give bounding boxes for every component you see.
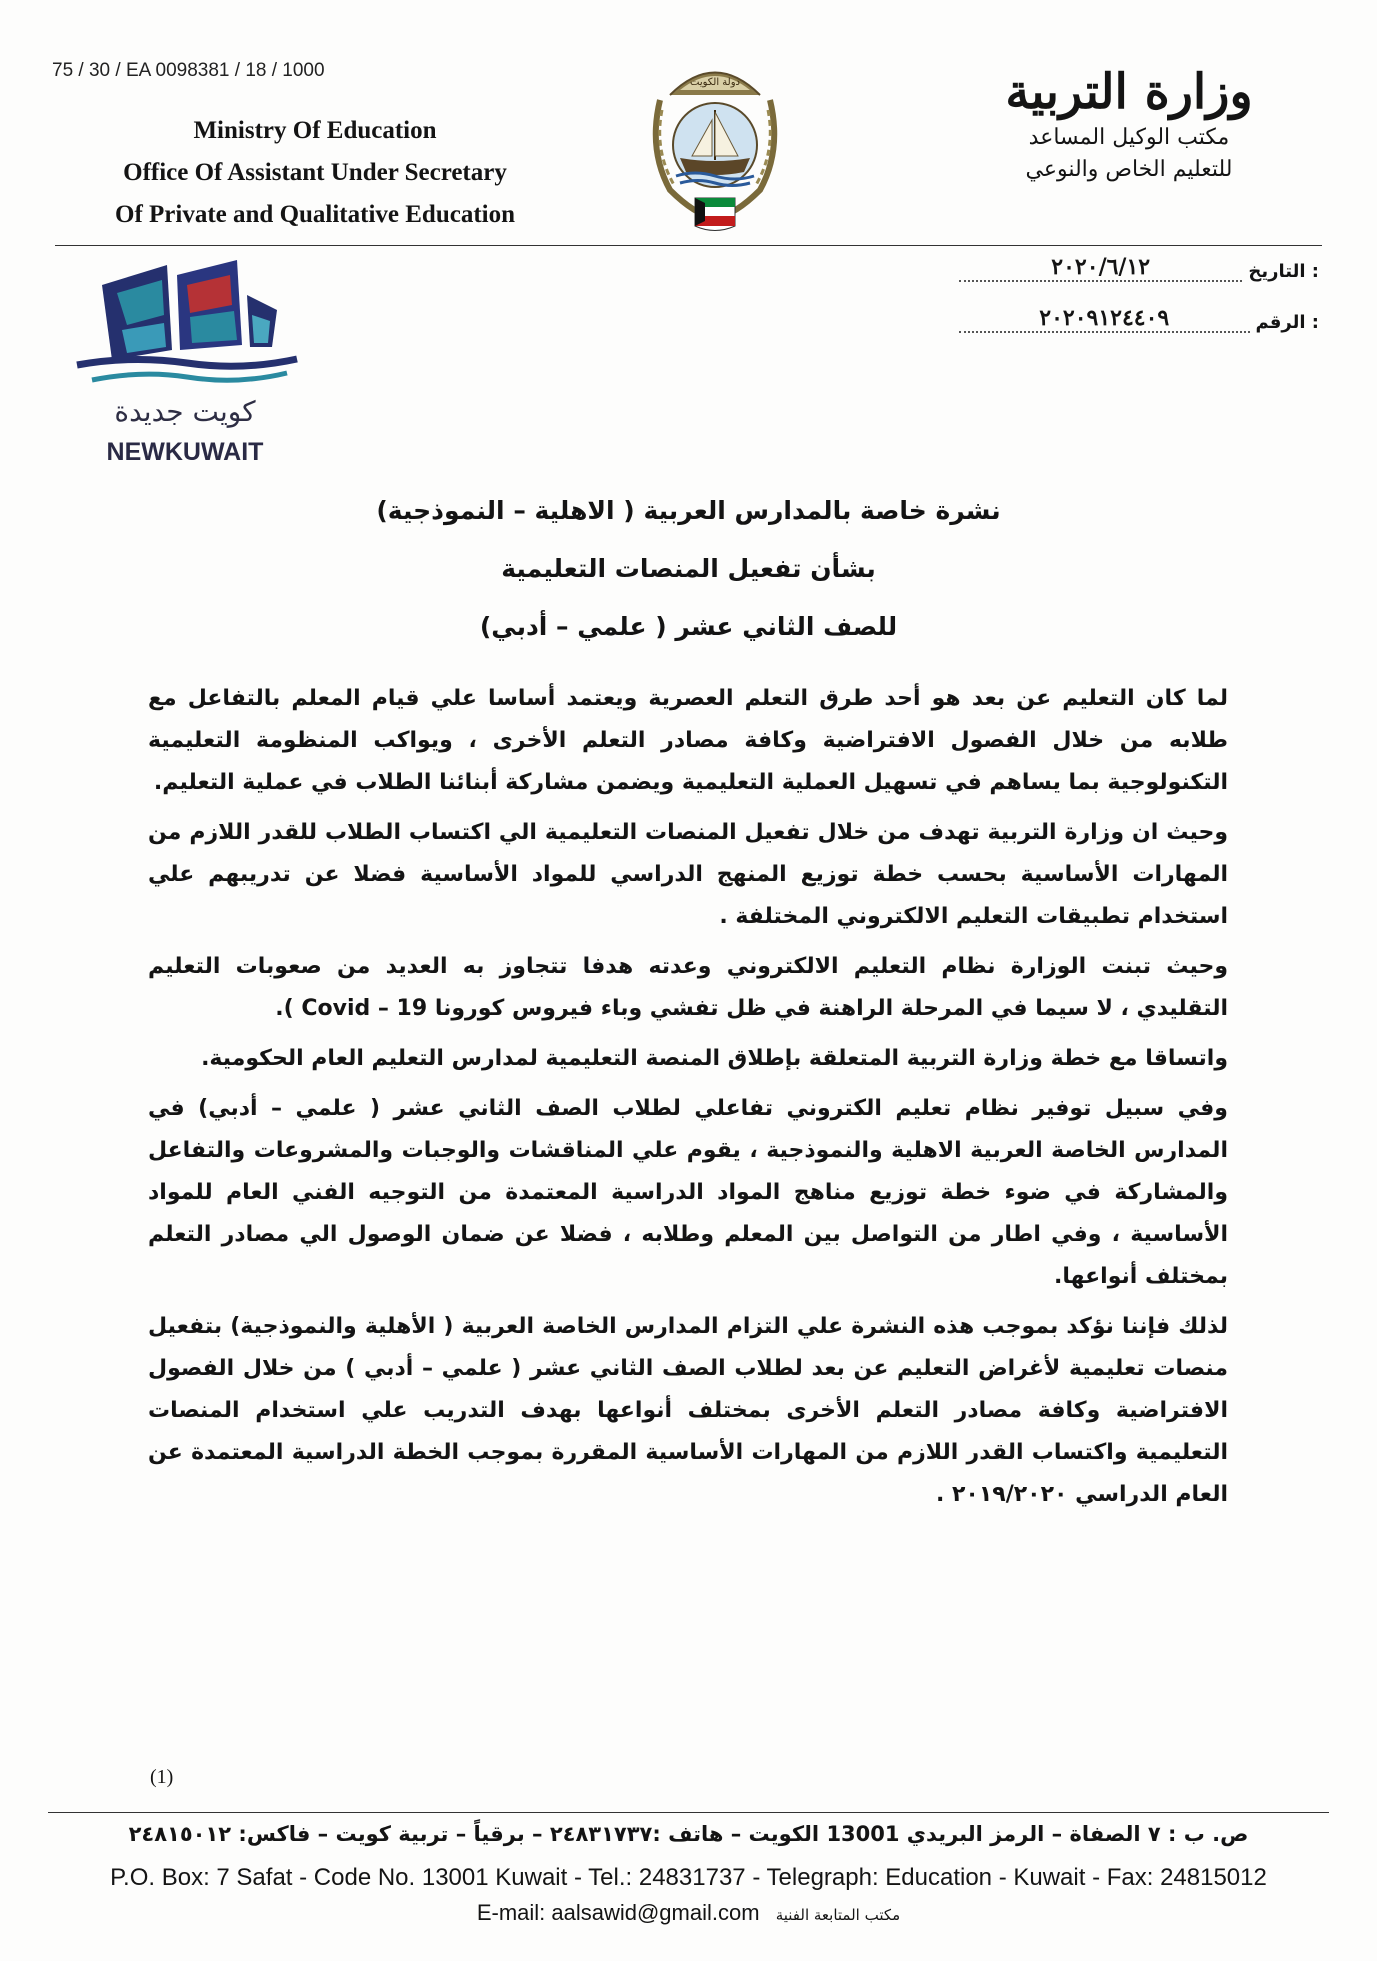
date-value: ٢٠٢٠/٦/١٢ bbox=[959, 254, 1242, 282]
footer-divider bbox=[48, 1812, 1329, 1813]
english-letterhead bbox=[70, 110, 560, 236]
title-line-3: للصف الثاني عشر ( علمي – أدبي) bbox=[479, 612, 898, 641]
number-value: ٢٠٢٠٩١٢٤٤٠٩ bbox=[959, 305, 1250, 333]
paragraph: وحيث ان وزارة التربية تهدف من خلال تفعيل المنصات التعليمية الي اكتساب الطلاب للقدر اللازم من المهارات الأساسية بحسب خطة توزيع المنهج الدراسي للمواد الأساسية فضلا عن تدريبهم علي استخدام تطبيقات التعليم الالكتروني المختلفة . bbox=[148, 820, 1228, 929]
date-field bbox=[959, 252, 1319, 282]
arabic-department-line: للتعليم الخاص والنوعي bbox=[1025, 157, 1233, 182]
arabic-letterhead bbox=[949, 62, 1309, 186]
page-number: (1) bbox=[150, 1766, 174, 1788]
bulletin-titles bbox=[150, 482, 1227, 656]
paragraph: واتساقا مع خطة وزارة التربية المتعلقة بإطلاق المنصة التعليمية لمدارس التعليم العام الحكومية. bbox=[201, 1046, 1228, 1071]
header-divider bbox=[55, 245, 1322, 246]
number-field bbox=[959, 303, 1319, 333]
english-line-ministry: Ministry Of Education bbox=[193, 117, 437, 144]
title-line-1: نشرة خاصة بالمدارس العربية ( الاهلية – النموذجية) bbox=[376, 496, 1001, 525]
footer-english-address: P.O. Box: 7 Safat - Code No. 13001 Kuwait - Tel.: 24831737 - Telegraph: Education - Kuwait - Fax: 24815012 bbox=[110, 1864, 1267, 1891]
emblem-text: دولة الكويت bbox=[690, 77, 740, 88]
reference-number: 75 / 30 / EA 0098381 / 18 / 1000 bbox=[52, 60, 325, 81]
title-line-2: بشأن تفعيل المنصات التعليمية bbox=[501, 554, 876, 583]
footer-department: مكتب المتابعة الفنية bbox=[775, 1906, 901, 1924]
paragraph: وحيث تبنت الوزارة نظام التعليم الالكتروني وعدته هدفا تتجاوز به العديد من صعوبات التعليم التقليدي ، لا سيما في المرحلة الراهنة في ظل تفشي وباء فيروس كورونا Covid – 19 ). bbox=[148, 954, 1228, 1021]
paragraph: لما كان التعليم عن بعد هو أحد طرق التعلم العصرية ويعتمد أساسا علي قيام المعلم بالتفاعل مع طلابه من خلال الفصول الافتراضية وكافة مصادر التعلم الأخرى ، ويواكب المنظومة التعليمية التكنولوجية بما يساهم في تسهيل العملية التعليمية ويضمن مشاركة أبنائنا الطلاب في عملية التعليم. bbox=[148, 686, 1228, 795]
number-label: الرقم : bbox=[1255, 312, 1319, 333]
date-label: التاريخ : bbox=[1248, 261, 1319, 282]
bulletin-body bbox=[148, 678, 1228, 1524]
english-line-office: Office Of Assistant Under Secretary bbox=[123, 159, 507, 186]
arabic-ministry-title: وزارة التربية bbox=[1005, 64, 1253, 120]
kuwait-emblem bbox=[640, 40, 790, 235]
newkuwait-arabic: كويت جديدة bbox=[114, 395, 256, 428]
footer-email-line bbox=[0, 1900, 1377, 1926]
newkuwait-english: NEWKUWAIT bbox=[106, 438, 264, 466]
arabic-office-line: مكتب الوكيل المساعد bbox=[1028, 125, 1230, 150]
english-line-department: Of Private and Qualitative Education bbox=[115, 201, 515, 228]
paragraph: لذلك فإننا نؤكد بموجب هذه النشرة علي التزام المدارس الخاصة العربية ( الأهلية والنموذجية) بتفعيل منصات تعليمية لأغراض التعليم عن بعد لطلاب الصف الثاني عشر ( علمي – أدبي ) من خلال الفصول الافتراضية وكافة مصادر التعلم الأخرى بمختلف أنواعها بهدف التدريب علي استخدام المنصات التعليمية واكتساب القدر اللازم من المهارات الأساسية المقررة بموجب الخطة الدراسية المعتمدة عن العام الدراسي ٢٠١٩/٢٠٢٠ . bbox=[148, 1314, 1228, 1507]
footer-arabic-address: ص. ب : ٧ الصفاة – الرمز البريدي 13001 الكويت – هاتف :٢٤٨٣١٧٣٧ – برقياً – تربية كويت – فاكس: ٢٤٨١٥٠١٢ bbox=[128, 1822, 1249, 1846]
footer-email: E-mail: aalsawid@gmail.com bbox=[476, 1900, 760, 1925]
paragraph: وفي سبيل توفير نظام تعليم الكتروني تفاعلي لطلاب الصف الثاني عشر ( علمي – أدبي) في المدارس الخاصة العربية الاهلية والنموذجية ، يقوم علي المناقشات والوجبات والمشروعات والتفاعل والمشاركة في ضوء خطة توزيع مناهج المواد الدراسية المعتمدة من التوجيه الفني العام للمواد الأساسية ، وفي اطار من التواصل بين المعلم وطلابه ، فضلا عن ضمان الوصول الي مصادر التعلم بمختلف أنواعها. bbox=[148, 1096, 1228, 1289]
